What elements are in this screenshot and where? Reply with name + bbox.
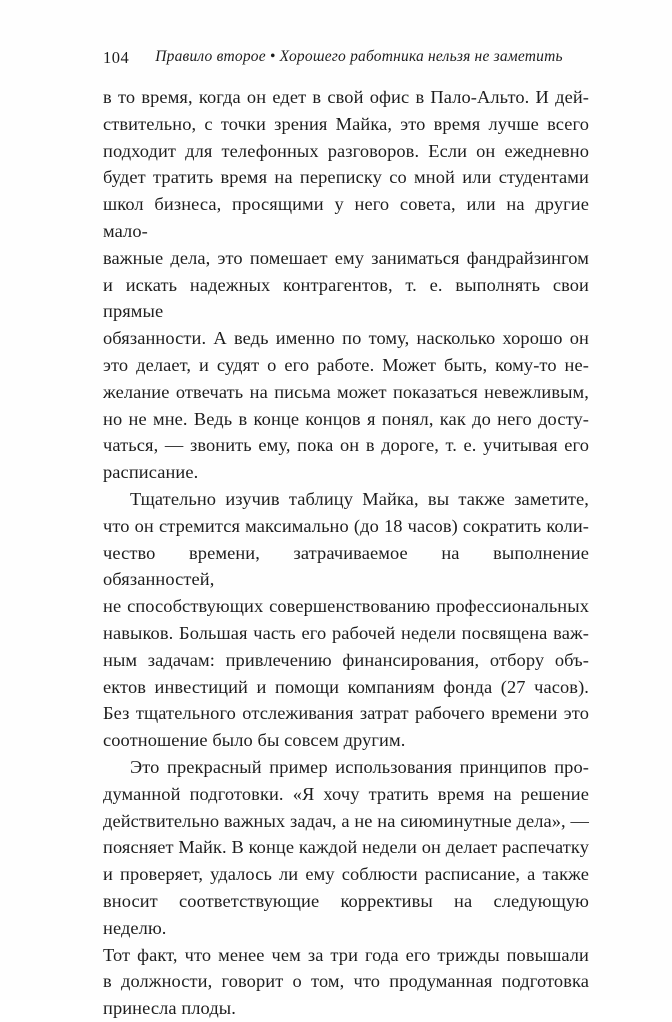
text-line: ствительно, с точки зрения Майка, это время лучше всего (103, 113, 589, 134)
text-line: и проверяет, удалось ли ему соблюсти расписание, а также (103, 864, 589, 885)
text-line: не способствующих совершенствованию профессиональных (103, 596, 589, 617)
text-line: подходит для телефонных разговоров. Если он ежедневно (103, 140, 589, 161)
text-line: ектов инвестиций и помощи компаниям фонда (27 часов). (103, 676, 589, 697)
paragraph (103, 84, 589, 486)
running-header-title: Правило второе • Хорошего работника нельзя не заметить (155, 48, 563, 65)
paragraph (103, 754, 589, 1022)
text-line: поясняет Майк. В конце каждой недели он делает распечатку (103, 837, 589, 858)
text-line: навыков. Большая часть его рабочей недели посвящена важ- (103, 622, 589, 643)
text-line: Без тщательного отслеживания затрат рабочего времени это (103, 703, 589, 724)
text-line: чество времени, затрачиваемое на выполнение обязанностей, (103, 542, 589, 590)
running-header (103, 48, 589, 70)
text-line: и искать надежных контрагентов, т. е. выполнять свои прямые (103, 274, 589, 322)
text-line: это делает, и судят о его работе. Может быть, кому-то не- (103, 354, 589, 375)
text-line: ным задачам: привлечению финансирования, отбору объ- (103, 649, 589, 670)
text-line: в должности, говорит о том, что продуманная подготовка (103, 971, 589, 992)
text-line: расписание. (103, 462, 199, 483)
page-number: 104 (103, 48, 130, 67)
text-line: вносит соответствующие коррективы на следующую неделю. (103, 890, 589, 938)
text-line: соотношение было бы совсем другим. (103, 730, 406, 751)
text-line: но не мне. Ведь в конце концов я понял, как до него досту- (103, 408, 589, 429)
text-line: чаться, — звонить ему, пока он в дороге, т. е. учитывая его (103, 435, 589, 456)
text-line: школ бизнеса, просящими у него совета, или на другие мало- (103, 194, 589, 241)
text-line: Тот факт, что менее чем за три года его трижды повышали (103, 944, 589, 965)
text-line: принесла плоды. (103, 998, 236, 1019)
text-line: желание отвечать на письма может показаться невежливым, (103, 381, 589, 402)
text-line: думанной подготовки. «Я хочу тратить время на решение (103, 783, 589, 804)
text-line: что он стремится максимально (до 18 часов) сократить коли- (103, 515, 589, 536)
text-line: в то время, когда он едет в свой офис в Пало-Альто. И дей- (103, 87, 589, 107)
body-text (103, 84, 589, 1022)
text-line: действительно важных задач, а не на сиюминутные дела», — (103, 810, 589, 831)
text-line: Тщательно изучив таблицу Майка, вы также заметите, (130, 488, 589, 509)
text-line: обязанности. А ведь именно по тому, насколько хорошо он (103, 328, 589, 349)
text-line: Это прекрасный пример использования принципов про- (130, 756, 589, 777)
text-line: будет тратить время на переписку со мной или студентами (103, 167, 589, 188)
text-line: важные дела, это помешает ему заниматься фандрайзингом (103, 247, 589, 268)
paragraph (103, 486, 589, 754)
